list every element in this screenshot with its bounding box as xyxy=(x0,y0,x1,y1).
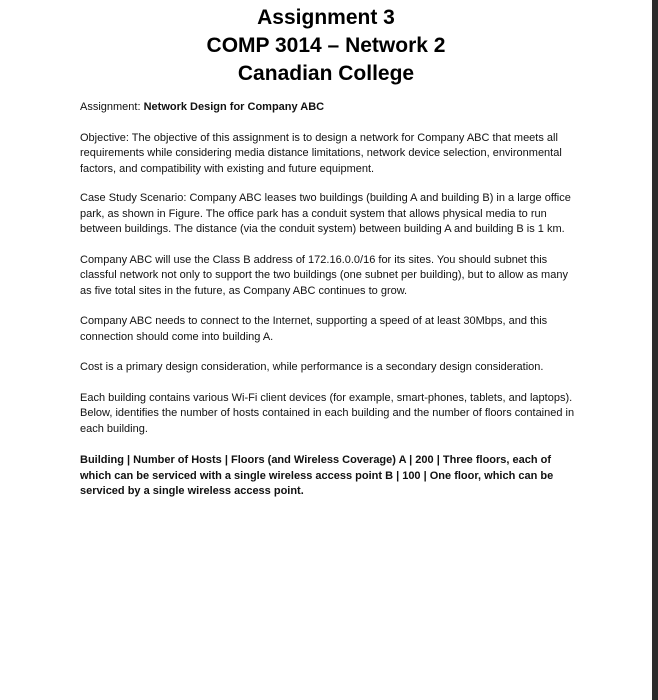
internet-paragraph: Company ABC needs to connect to the Internet, supporting a speed of at least 30Mbps, and this connection should come into building A. xyxy=(80,315,548,343)
title-block xyxy=(0,4,652,88)
objective-paragraph: Objective: The objective of this assignment is to design a network for Company ABC that meets all requirements while considering media distance limitations, network device selection, environmental factors, and compatibility with existing and future equipment. xyxy=(80,131,562,175)
assignment-line xyxy=(80,100,580,116)
course-title: COMP 3014 – Network 2 xyxy=(206,34,446,57)
assignment-name: Network Design for Company ABC xyxy=(143,101,325,113)
building-table-text: Building | Number of Hosts | Floors (and Wireless Coverage) A | 200 | Three floors, each of which can be serviced with a single wireless access point B | 100 | One floor, which can be serviced by a single wireless access point. xyxy=(80,454,554,497)
assignment-title: Assignment 3 xyxy=(257,6,395,29)
case-study-paragraph: Case Study Scenario: Company ABC leases two buildings (building A and building B) in a large office park, as shown in Figure. The office park has a conduit system that allows physical media to run between buildings. The distance (via the conduit system) between building A and building B is 1 km. xyxy=(80,192,571,235)
assignment-label: Assignment: xyxy=(80,101,144,113)
cost-paragraph: Cost is a primary design consideration, while performance is a secondary design consideration. xyxy=(80,361,544,373)
college-title: Canadian College xyxy=(237,62,415,85)
addressing-paragraph: Company ABC will use the Class B address of 172.16.0.0/16 for its sites. You should subnet this classful network not only to support the two buildings (one subnet per building), but to allow as many as five total sites in the future, as Company ABC continues to grow. xyxy=(80,253,568,297)
wifi-paragraph: Each building contains various Wi-Fi client devices (for example, smart-phones, tablets, and laptops). Below, identifies the number of hosts contained in each building and the number of floors contained in each building. xyxy=(80,391,575,435)
window-edge xyxy=(652,0,658,700)
document-body xyxy=(80,100,580,515)
